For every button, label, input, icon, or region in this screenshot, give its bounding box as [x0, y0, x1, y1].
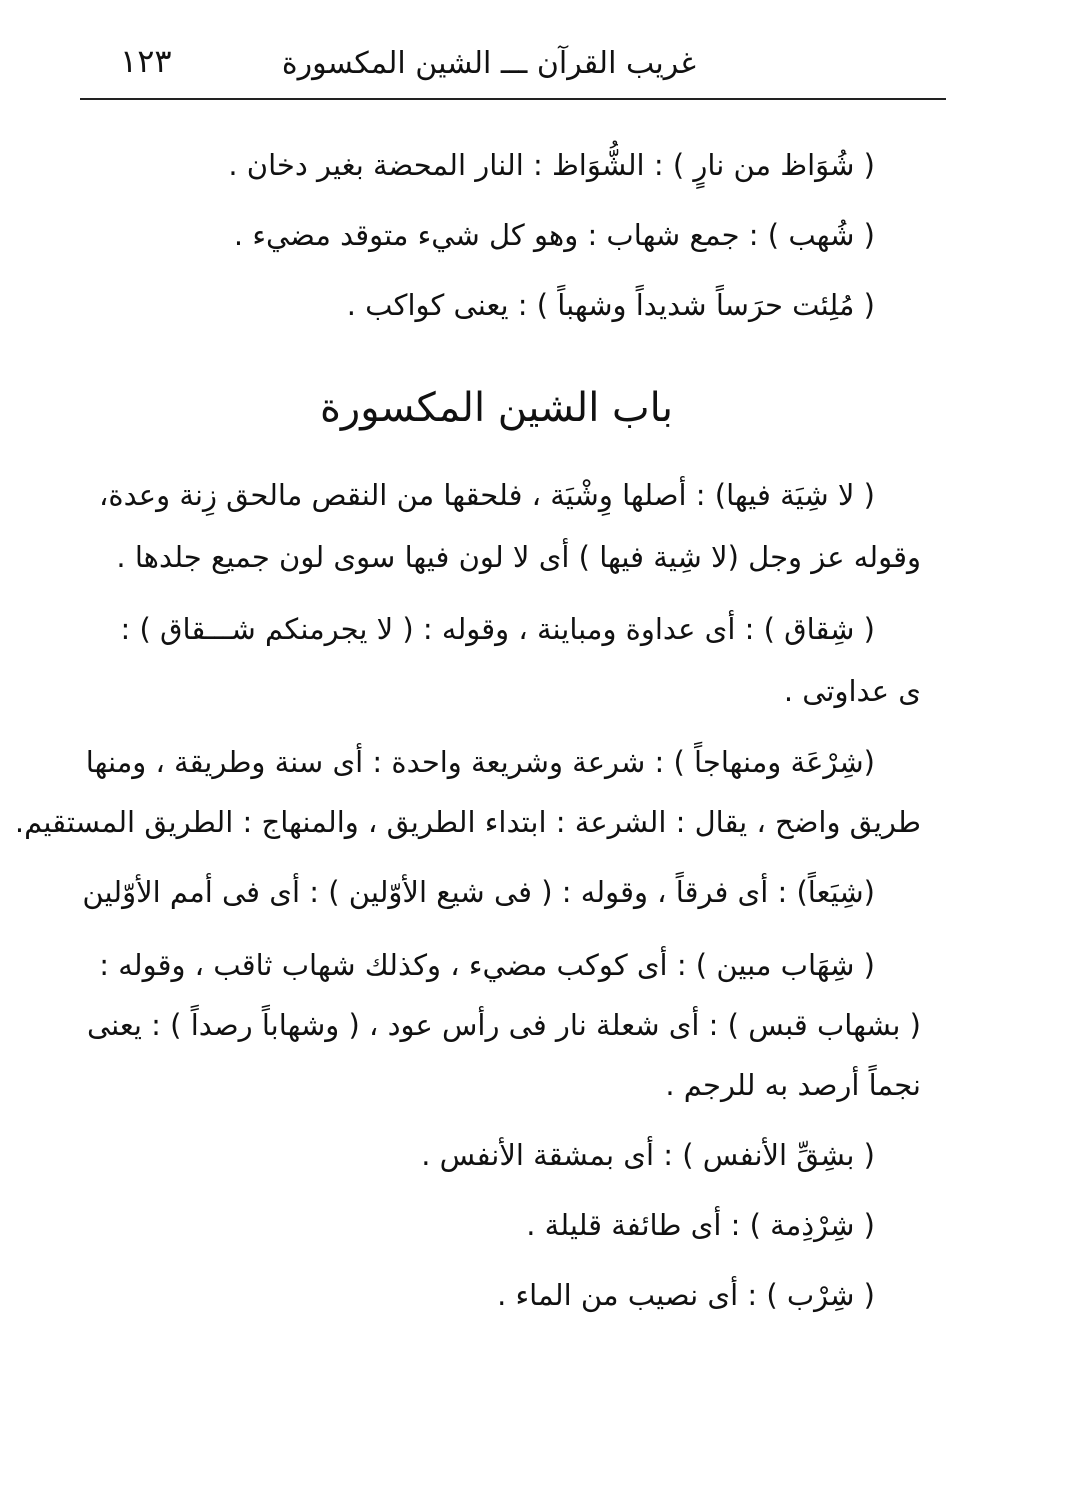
entry-muliat: ( مُلِئت حرَساً شديداً وشهباً ) : يعنى كواكب . — [346, 288, 875, 322]
entry-shiya-line-1: ( لا شِيَة فيها) : أصلها وِشْيَة ، فلحقها من النقص مالحق زِنة وعدة، — [99, 478, 875, 512]
entry-shiqq: ( بشِقِّ الأنفس ) : أى بمشقة الأنفس . — [421, 1138, 875, 1172]
entry-shira-line-2: طريق واضح ، يقال : الشرعة : ابتداء الطريق ، والمنهاج : الطريق المستقيم. — [14, 805, 921, 839]
running-title: غريب القرآن ـــ الشين المكسورة — [281, 46, 696, 81]
section-heading: باب الشين المكسورة — [319, 385, 673, 431]
header-divider — [80, 98, 946, 100]
entry-shiya-groups: (شِيَعاً) : أى فرقاً ، وقوله : ( فى شيع الأوّلين ) : أى فى أمم الأوّلين — [82, 875, 875, 909]
entry-shira-line-1: (شِرْعَة ومنهاجاً ) : شرعة وشريعة واحدة : أى سنة وطريقة ، ومنها — [85, 745, 875, 779]
entry-shihab-line-2: ( بشهاب قبس ) : أى شعلة نار فى رأس عود ، ( وشهاباً رصداً ) : يعنى — [86, 1008, 921, 1042]
entry-shuwaz: ( شُوَاظ من نارٍ ) : الشُّوَاظ : النار المحضة بغير دخان . — [228, 148, 875, 182]
entry-shihab-line-3: نجماً أرصد به للرجم . — [665, 1068, 921, 1102]
entry-shiqaq-line-1: ( شِقاق ) : أى عداوة ومباينة ، وقوله : ( لا يجرمنكم شـــقاق ) : — [120, 612, 875, 646]
entry-shirb: ( شِرْب ) : أى نصيب من الماء . — [497, 1278, 875, 1312]
entry-shirdhima: ( شِرْذِمة ) : أى طائفة قليلة . — [526, 1208, 875, 1242]
page-number: ١٢٣ — [120, 42, 172, 80]
entry-shihab-line-1: ( شِهَاب مبين ) : أى كوكب مضيء ، وكذلك شهاب ثاقب ، وقوله : — [99, 948, 875, 982]
entry-shiya-line-2: وقوله عز وجل (لا شِية فيها ) أى لا لون فيها سوى لون جميع جلدها . — [116, 540, 921, 574]
entry-shuhub: ( شُهب ) : جمع شهاب : وهو كل شيء متوقد مضيء . — [233, 218, 875, 252]
entry-shiqaq-line-2: ى عداوتى . — [783, 674, 921, 708]
page-header — [90, 40, 950, 90]
